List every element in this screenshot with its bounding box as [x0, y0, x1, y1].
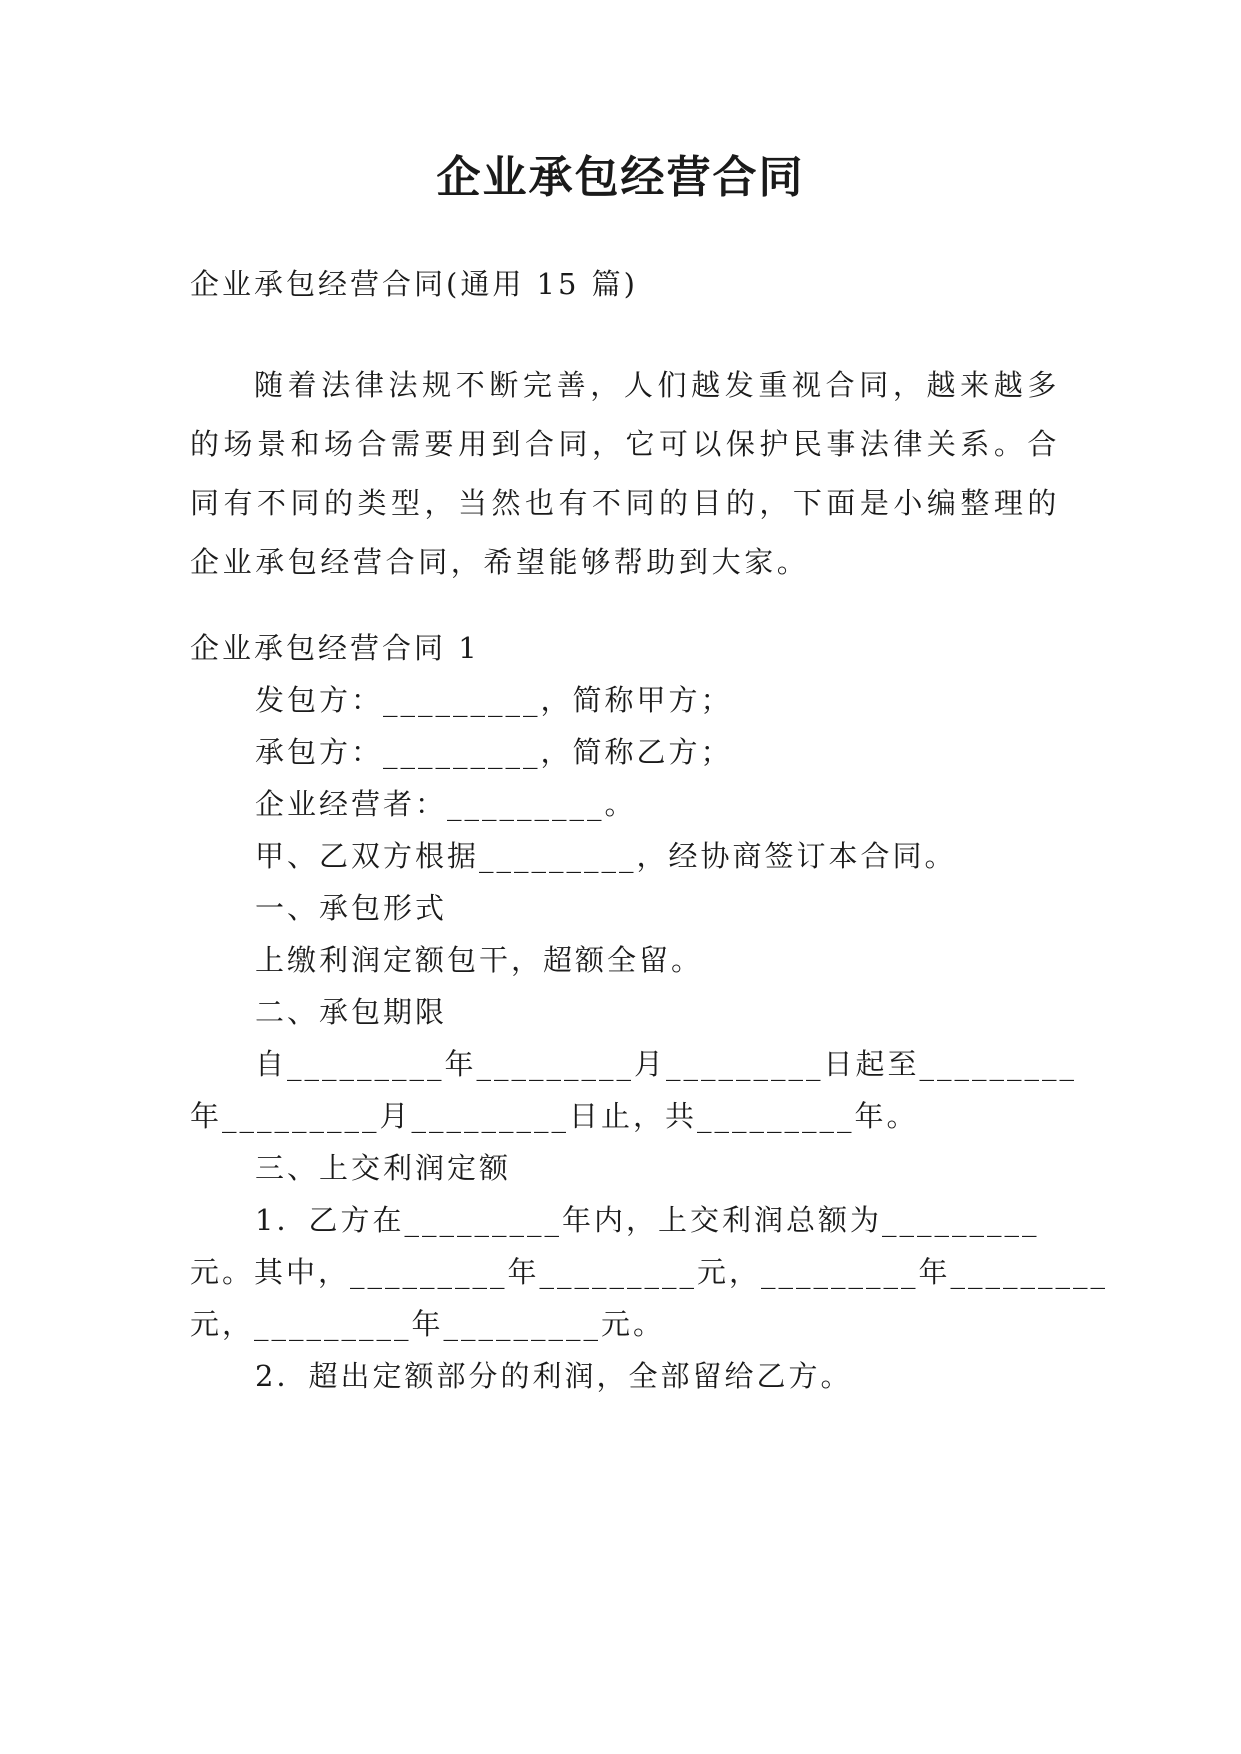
clause-heading-2: 二、承包期限	[255, 995, 448, 1029]
party-b-line: 承包方：_________，简称乙方；	[255, 735, 733, 769]
period-line-1: 自_________年_________月_________日起至_________	[255, 1047, 1078, 1081]
operator-line: 企业经营者：_________。	[255, 787, 637, 821]
profit-line-4: 2．超出定额部分的利润，全部留给乙方。	[255, 1359, 853, 1393]
document-title: 企业承包经营合同	[436, 152, 805, 203]
profit-line-2: 元。其中，_________年_________元，_________年_________	[190, 1255, 1109, 1289]
document-subtitle: 企业承包经营合同(通用 15 篇)	[190, 267, 638, 301]
clause-heading-1: 一、承包形式	[255, 891, 448, 925]
clause-text-1: 上缴利润定额包干，超额全留。	[255, 943, 704, 977]
profit-line-3: 元，_________年_________元。	[190, 1307, 666, 1341]
period-line-2: 年_________月_________日止，共_________年。	[190, 1099, 919, 1133]
clause-heading-3: 三、上交利润定额	[255, 1151, 512, 1185]
section-heading: 企业承包经营合同 1	[190, 631, 480, 665]
profit-line-1: 1．乙方在_________年内，上交利润总额为_________	[255, 1203, 1040, 1237]
intro-paragraph: 随着法律法规不断完善，人们越发重视合同，越来越多的场景和场合需要用到合同，它可以保护民事法律关系。合同有不同的类型，当然也有不同的目的，下面是小编整理的企业承包经营合同，希望能够帮助到大家。	[190, 368, 1060, 579]
agreement-basis-line: 甲、乙双方根据_________，经协商签订本合同。	[255, 839, 957, 873]
party-a-line: 发包方：_________，简称甲方；	[255, 683, 733, 717]
